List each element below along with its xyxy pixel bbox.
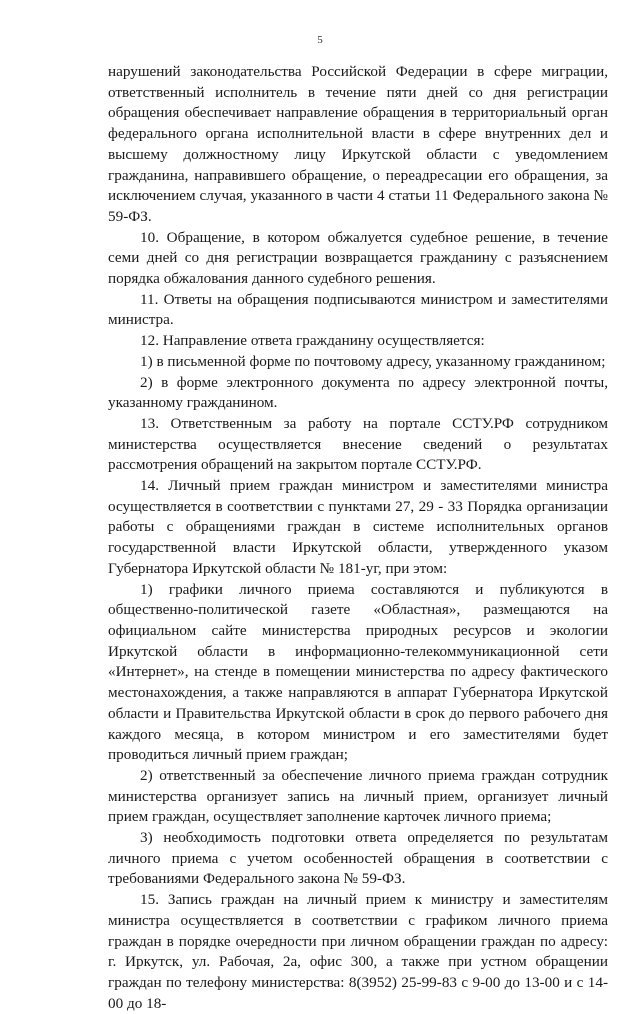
paragraph-item-12: 12. Направление ответа гражданину осуществляется:: [140, 332, 485, 350]
paragraph-item-14-3: 3) необходимость подготовки ответа определяется по результатам личного приема с учетом особенностей обращения в соответствии с требованиями Федерального закона № 59-ФЗ.: [108, 829, 608, 888]
paragraph-item-14-2: 2) ответственный за обеспечение личного приема граждан сотрудник министерства организует запись на личный прием, организует личный прием граждан, осуществляет заполнение карточек личного приема;: [108, 766, 608, 826]
paragraph-item-10: 10. Обращение, в котором обжалуется судебное решение, в течение семи дней со дня регистрации возвращается гражданину с разъяснением порядка обжалования данного судебного решения.: [108, 228, 608, 288]
paragraph-item-14-1: 1) графики личного приема составляются и публикуются в общественно-политической газете «Областная», размещаются на официальном сайте министерства природных ресурсов и экологии Иркутской области в информационно-телекоммуникационной сети «Интернет», на стенде в помещении министерства по адресу фактического местонахождения, а также направляются в аппарат Губернатора Иркутской области и Правительства Иркутской области в срок до первого рабочего дня каждого месяца, в котором министром и его заместителями будет проводиться личный прием граждан;: [108, 580, 608, 764]
document-body: [108, 62, 608, 1014]
paragraph-item-13: 13. Ответственным за работу на портале ССТУ.РФ сотрудником министерства осуществляется внесение сведений о результатах рассмотрения обращений на закрытом портале ССТУ.РФ.: [108, 414, 608, 474]
paragraph-continuation: нарушений законодательства Российской Федерации в сфере миграции, ответственный исполнитель в течение пяти дней со дня регистрации обращения обеспечивает направление обращения в территориальный орган федерального органа исполнительной власти в сфере внутренних дел и высшему должностному лицу Иркутской области с уведомлением гражданина, направившего обращение, о переадресации его обращения, за исключением случая, указанного в части 4 статьи 11 Федерального закона № 59-ФЗ.: [108, 63, 608, 225]
paragraph-item-11: 11. Ответы на обращения подписываются министром и заместителями министра.: [108, 290, 608, 329]
page-number: 5: [317, 34, 323, 46]
paragraph-item-12-1: 1) в письменной форме по почтовому адресу, указанному гражданином;: [140, 352, 606, 370]
paragraph-item-12-2: 2) в форме электронного документа по адресу электронной почты, указанному гражданином.: [108, 373, 608, 412]
paragraph-item-15: 15. Запись граждан на личный прием к министру и заместителям министра осуществляется в соответствии с графиком личного приема граждан в порядке очередности при личном обращении граждан по адресу: г. Иркутск, ул. Рабочая, 2а, офис 300, а также при устном обращении граждан по телефону министерства: 8(3952) 25-99-83 с 9-00 до 13-00 и с 14-00 до 18-: [108, 891, 608, 1012]
paragraph-item-14: 14. Личный прием граждан министром и заместителями министра осуществляется в соответствии с пунктами 27, 29 - 33 Порядка организации работы с обращениями граждан в системе исполнительных органов государственной власти Иркутской области, утвержденного указом Губернатора Иркутской области № 181-уг, при этом:: [108, 477, 608, 577]
